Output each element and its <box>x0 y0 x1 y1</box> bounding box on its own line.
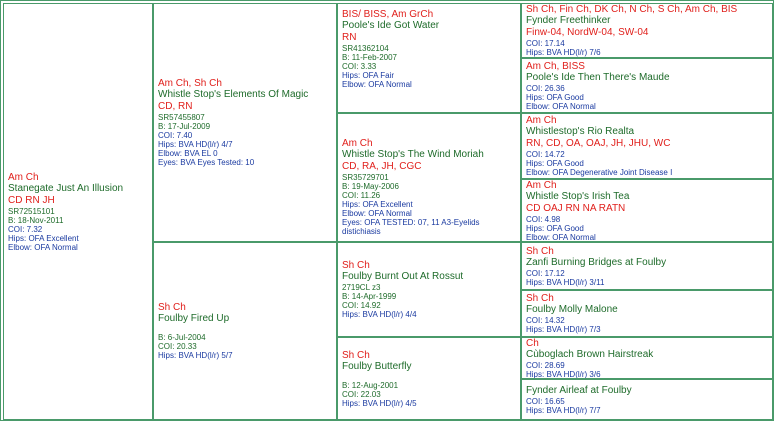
dog-hips: Hips: BVA HD(l/r) 4/5 <box>342 398 417 408</box>
dog-coi: COI: 4.98 <box>526 214 561 224</box>
pedigree-cell-sdd <box>521 179 773 242</box>
dog-titles: Am Ch <box>526 115 557 126</box>
dog-title-suffix: CD RN JH <box>8 194 55 206</box>
dog-title-suffix: CD, RN <box>158 101 193 112</box>
pedigree-cell-dam-dam <box>337 337 521 420</box>
dog-hips: Hips: OFA Fair <box>342 71 395 80</box>
dog-hips: Hips: BVA HD(l/r) 5/7 <box>158 351 233 360</box>
dog-hips: Hips: BVA HD(l/r) 7/6 <box>526 48 601 57</box>
dog-titles: Sh Ch <box>342 349 370 361</box>
dog-titles: Sh Ch, Fin Ch, DK Ch, N Ch, S Ch, Am Ch, BIS <box>526 4 738 15</box>
dog-coi: COI: 20.33 <box>158 342 197 351</box>
dog-elbow: Elbow: OFA Normal <box>8 242 78 252</box>
dog-title-suffix: RN, CD, OA, OAJ, JH, JHU, WC <box>526 138 671 149</box>
pedigree-cell-sire-dam <box>337 113 521 242</box>
dog-titles: BIS/ BISS, Am GrCh <box>342 9 434 20</box>
dog-coi: COI: 14.32 <box>526 316 565 325</box>
dog-name-link[interactable]: Whistlestop's Rio Realta <box>526 126 635 137</box>
pedigree-cell-dam <box>153 242 337 420</box>
dog-titles: Ch <box>526 337 539 349</box>
pedigree-cell-ssd <box>521 58 773 113</box>
dog-titles: Am Ch <box>526 179 557 191</box>
dog-titles: Sh Ch <box>158 302 186 313</box>
dog-hips: Hips: OFA Good <box>526 159 584 168</box>
dog-coi: COI: 14.72 <box>526 150 565 159</box>
dog-titles: Sh Ch <box>526 293 554 304</box>
dog-name-link[interactable]: Stanegate Just An Illusion <box>8 182 124 194</box>
dog-eyes: Eyes: BVA Eyes Tested: 10 <box>158 158 255 167</box>
dog-elbow: Elbow: OFA Normal <box>526 101 596 111</box>
dog-hips: Hips: OFA Good <box>526 92 584 102</box>
dog-title-suffix: CD, RA, JH, CGC <box>342 161 422 172</box>
dog-coi: COI: 11.26 <box>342 191 381 200</box>
pedigree-cell-dss <box>521 242 773 290</box>
dog-name-link[interactable]: Poole's Ide Then There's Maude <box>526 71 670 83</box>
dog-registration: SR57455807 <box>158 113 205 122</box>
dog-title-suffix: Finw-04, NordW-04, SW-04 <box>526 27 649 38</box>
dog-titles: Am Ch, Sh Ch <box>158 78 222 89</box>
dog-hips: Hips: OFA Good <box>526 223 584 233</box>
dog-elbow: Elbow: OFA Normal <box>526 232 596 242</box>
pedigree-cell-sire-sire <box>337 3 521 113</box>
dog-name-link[interactable]: Whistle Stop's The Wind Moriah <box>342 149 484 160</box>
dog-elbow: Elbow: OFA Normal <box>342 80 412 89</box>
dog-titles: Am Ch <box>8 171 39 183</box>
pedigree-cell-ddd <box>521 379 773 420</box>
dog-birth-date: B: 12-Aug-2001 <box>342 380 399 390</box>
dog-hips: Hips: BVA HD(l/r) 7/3 <box>526 325 601 334</box>
dog-birth-date: B: 18-Nov-2011 <box>8 215 64 225</box>
dog-name-link[interactable]: Cùboglach Brown Hairstreak <box>526 348 654 360</box>
dog-birth-date: B: 6-Jul-2004 <box>158 333 206 342</box>
dog-name-link[interactable]: Foulby Fired Up <box>158 313 230 324</box>
spacer <box>342 373 516 381</box>
dog-birth-date: B: 17-Jul-2009 <box>158 122 211 131</box>
dog-titles: Am Ch, BISS <box>526 60 585 72</box>
dog-name-link[interactable]: Fynder Freethinker <box>526 15 611 26</box>
dog-registration: SR72515101 <box>8 206 55 216</box>
dog-titles: Am Ch <box>342 138 373 149</box>
dog-registration: 2719CL z3 <box>342 283 381 292</box>
dog-elbow: Elbow: OFA Normal <box>342 209 412 218</box>
pedigree-cell-sire <box>153 3 337 242</box>
dog-elbow: Elbow: OFA Degenerative Joint Disease I <box>526 168 673 177</box>
dog-name-link[interactable]: Fynder Airleaf at Foulby <box>526 384 632 396</box>
pedigree-cell-sds <box>521 113 773 179</box>
dog-registration: SR35729701 <box>342 173 389 182</box>
dog-hips: Hips: BVA HD(l/r) 3/6 <box>526 369 601 379</box>
dog-coi: COI: 17.14 <box>526 39 565 48</box>
dog-name-link[interactable]: Zanfi Burning Bridges at Foulby <box>526 256 667 268</box>
dog-hips: Hips: OFA Excellent <box>8 233 79 243</box>
dog-hips: Hips: BVA HD(l/r) 3/11 <box>526 277 605 287</box>
dog-registration: SR41362104 <box>342 44 389 53</box>
dog-name-link[interactable]: Whistle Stop's Elements Of Magic <box>158 89 309 100</box>
dog-title-suffix: CD OAJ RN NA RATN <box>526 202 626 214</box>
pedigree-cell-dsd <box>521 290 773 337</box>
dog-titles: Sh Ch <box>342 260 370 271</box>
dog-name-link[interactable]: Foulby Molly Malone <box>526 304 618 315</box>
dog-elbow: Elbow: BVA EL 0 <box>158 149 218 158</box>
dog-title-suffix: RN <box>342 32 357 43</box>
dog-hips: Hips: BVA HD(l/r) 4/7 <box>158 140 233 149</box>
pedigree-cell-dam-sire <box>337 242 521 337</box>
dog-coi: COI: 28.69 <box>526 360 565 370</box>
dog-titles: Sh Ch <box>526 245 554 257</box>
dog-birth-date: B: 19-May-2006 <box>342 182 399 191</box>
dog-name-link[interactable]: Poole's Ide Got Water <box>342 20 440 31</box>
pedigree-cell-subject <box>3 3 153 420</box>
spacer <box>158 325 332 333</box>
pedigree-cell-dds <box>521 337 773 379</box>
dog-hips: Hips: BVA HD(l/r) 7/7 <box>526 405 601 415</box>
dog-name-link[interactable]: Foulby Burnt Out At Rossut <box>342 271 464 282</box>
dog-name-link[interactable]: Foulby Butterfly <box>342 360 412 372</box>
dog-birth-date: B: 11-Feb-2007 <box>342 53 397 62</box>
dog-coi: COI: 16.65 <box>526 396 565 406</box>
dog-coi: COI: 3.33 <box>342 62 377 71</box>
dog-name-link[interactable]: Whistle Stop's Irish Tea <box>526 190 630 202</box>
dog-coi: COI: 26.36 <box>526 83 565 93</box>
dog-coi: COI: 22.03 <box>342 389 381 399</box>
dog-hips: Hips: BVA HD(l/r) 4/4 <box>342 310 417 319</box>
dog-coi: COI: 7.32 <box>8 224 43 234</box>
pedigree-cell-sss <box>521 3 773 58</box>
dog-hips: Hips: OFA Excellent <box>342 200 413 209</box>
dog-coi: COI: 7.40 <box>158 131 193 140</box>
dog-coi: COI: 17.12 <box>526 268 565 278</box>
dog-coi: COI: 14.92 <box>342 301 381 310</box>
dog-birth-date: B: 14-Apr-1999 <box>342 292 397 301</box>
dog-eyes: Eyes: OFA TESTED: 07, 11 A3-Eyelids distichiasis <box>342 218 480 236</box>
